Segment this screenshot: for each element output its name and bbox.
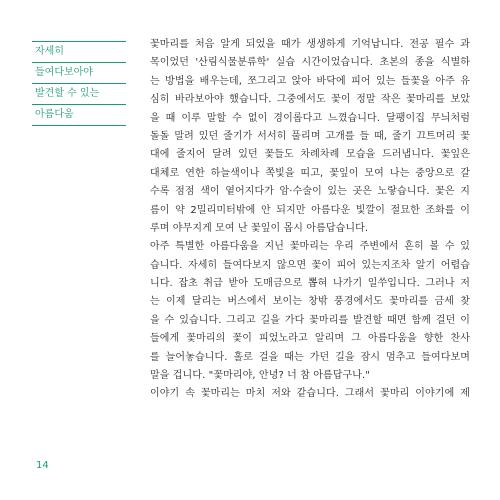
side-heading-line: 자세히 bbox=[32, 42, 126, 63]
page-number: 14 bbox=[36, 460, 49, 471]
body-line: 목이었던 '산림식물분류학' 실습 시간이었습니다. 초본의 종을 식별하 bbox=[150, 57, 470, 69]
body-line: 돌돌 말려 있던 줄기가 서서히 풀리며 고개를 들 때, 줄기 끄트머리 꽃 bbox=[150, 130, 470, 142]
body-line: 들에게 꽃마리의 꽃이 피었노라고 알리며 그 아름다움을 향한 찬사 bbox=[150, 333, 470, 345]
body-line: 습니다. 자세히 들여다보지 않으면 꽃이 피어 있는지조차 알기 어렵습 bbox=[150, 259, 470, 271]
body-line: 대에 줄지어 달려 있던 꽃들도 차례차례 모습을 드러냅니다. 꽃잎은 bbox=[150, 149, 470, 161]
body-line: 루며 야무지게 모여 난 꽃잎이 몹시 아름답습니다. bbox=[150, 222, 369, 234]
body-line: 는 방법을 배우는데, 쪼그리고 앉아 바닥에 피어 있는 들꽃을 아주 유 bbox=[150, 75, 470, 87]
body-text bbox=[150, 36, 470, 404]
side-heading-line: 아름다움 bbox=[32, 105, 126, 126]
body-line: 니다. 잡초 취급 받아 도매금으로 뽑혀 나가기 일쑤입니다. 그러나 저 bbox=[150, 278, 470, 290]
body-line: 말을 겁니다. "꽃마리야, 안녕? 너 참 아름답구나." bbox=[150, 370, 370, 382]
body-line: 대체로 연한 하늘색이나 쪽빛을 띠고, 꽃잎이 모여 나는 중앙으로 갈 bbox=[150, 167, 470, 179]
side-heading-line: 들여다보아야 bbox=[32, 63, 126, 84]
body-line: 는 이제 달리는 버스에서 보이는 창밖 풍경에서도 꽃마리를 금세 찾 bbox=[150, 296, 470, 308]
body-line: 심히 바라보아야 했습니다. 그중에서도 꽃이 정말 작은 꽃마리를 보았 bbox=[150, 94, 470, 106]
body-line: 꽃마리를 처음 알게 되었을 때가 생생하게 기억납니다. 전공 필수 과 bbox=[150, 39, 470, 50]
body-line: 수록 점점 색이 옅어지다가 암·수술이 있는 곳은 노랗습니다. 꽃은 지 bbox=[150, 186, 470, 198]
side-heading bbox=[32, 41, 126, 126]
body-line: 름이 약 2밀리미터밖에 안 되지만 아름다운 빛깔이 절묘한 조화를 이 bbox=[150, 204, 470, 216]
body-line: 을 때 이루 말할 수 없이 경이롭다고 느꼈습니다. 달팽이집 무늬처럼 bbox=[150, 112, 470, 124]
body-line: 이야기 속 꽃마리는 마치 저와 같습니다. 그래서 꽃마리 이야기에 제 bbox=[150, 388, 470, 400]
side-heading-line: 발견할 수 있는 bbox=[32, 84, 126, 105]
body-line: 아주 특별한 아름다움을 지닌 꽃마리는 우리 주변에서 흔히 볼 수 있 bbox=[150, 241, 470, 253]
body-line: 을 수 있습니다. 그리고 길을 가다 꽃마리를 발견할 때면 함께 걸던 이 bbox=[150, 314, 470, 326]
body-line: 를 늘어놓습니다. 홀로 걸을 때는 가던 길을 잠시 멈추고 들여다보며 bbox=[150, 351, 470, 363]
